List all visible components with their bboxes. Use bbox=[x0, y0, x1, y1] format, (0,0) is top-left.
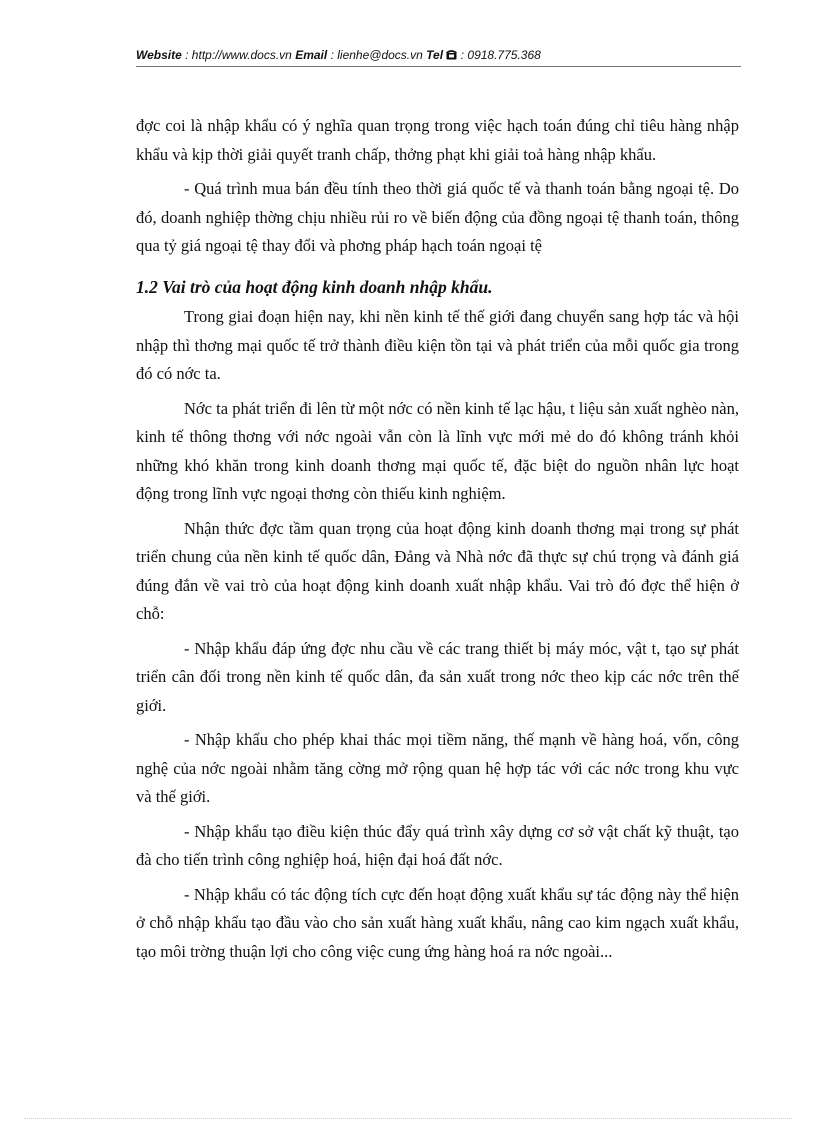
page-header bbox=[136, 48, 741, 62]
bullet-item: - Nhập khẩu cho phép khai thác mọi tiềm năng, thế mạnh về hàng hoá, vốn, công nghệ của nớc ngoài nhằm tăng cờng mở rộng quan hệ hợp tác với các nớc trong khu vực và thế giới. bbox=[136, 730, 739, 806]
bullet-item: - Nhập khẩu có tác động tích cực đến hoạt động xuất khẩu sự tác động này thể hiện ở chỗ nhập khẩu tạo đầu vào cho sản xuất hàng xuất khẩu, nâng cao kim ngạch xuất khẩu, tạo môi trờng thuận lợi cho công việc cung ứng hàng hoá ra nớc ngoài... bbox=[136, 884, 739, 961]
phone-icon bbox=[446, 48, 460, 62]
paragraph-country: Nớc ta phát triển đi lên từ một nớc có nền kinh tế lạc hậu, t liệu sản xuất nghèo nàn, kinh tế thông thơng với nớc ngoài vẫn còn là lĩnh vực mới mẻ do đó không tránh khỏi những khó khăn trong kinh doanh thơng mại quốc tế, đặc biệt do nguồn nhân lực hoạt động trong lĩnh vực ngoại thơng còn thiếu kinh nghiệm. bbox=[136, 398, 739, 503]
paragraph-awareness: Nhận thức đợc tầm quan trọng của hoạt động kinh doanh thơng mại trong sự phát triển chung của nền kinh tế quốc dân, Đảng và Nhà nớc đã thực sự chú trọng và đánh giá đúng đắn về vai trò của hoạt động kinh doanh xuất nhập khẩu. Vai trò đó đợc thể hiện ở chỗ: bbox=[136, 518, 739, 623]
tel-label: Tel bbox=[426, 48, 444, 62]
email-link[interactable]: : lienhe@docs.vn bbox=[330, 48, 423, 62]
document-body bbox=[136, 112, 739, 966]
paragraph-continued: đợc coi là nhập khẩu có ý nghĩa quan trọng trong việc hạch toán đúng chỉ tiêu hàng nhập khẩu và kịp thời giải quyết tranh chấp, thởng phạt khi giải toả hàng nhập khẩu. bbox=[136, 116, 739, 164]
paragraph-intro: Trong giai đoạn hiện nay, khi nền kinh tế thế giới đang chuyển sang hợp tác và hội nhập thì thơng mại quốc tế trở thành điều kiện tồn tại và phát triển của mỗi quốc gia trong đó có nớc ta. bbox=[136, 307, 739, 383]
tel-value: : 0918.775.368 bbox=[460, 48, 541, 62]
header-divider bbox=[136, 66, 741, 67]
section-heading: 1.2 Vai trò của hoạt động kinh doanh nhập khẩu. bbox=[136, 276, 493, 297]
paragraph-exchange-rate: - Quá trình mua bán đều tính theo thời giá quốc tế và thanh toán bằng ngoại tệ. Do đó, doanh nghiệp thờng chịu nhiều rủi ro về biến động của đồng ngoại tệ thanh toán, thông qua tỷ giá ngoại tệ thay đổi và phơng pháp hạch toán ngoại tệ bbox=[136, 179, 739, 255]
website-link[interactable]: : http://www.docs.vn bbox=[185, 48, 292, 62]
email-label: Email bbox=[295, 48, 328, 62]
bullet-item: - Nhập khẩu tạo điều kiện thúc đẩy quá trình xây dựng cơ sở vật chất kỹ thuật, tạo đà cho tiến trình công nghiệp hoá, hiện đại hoá đất nớc. bbox=[136, 821, 739, 869]
website-label: Website bbox=[136, 48, 182, 62]
footer-divider bbox=[24, 1118, 792, 1119]
bullet-item: - Nhập khẩu đáp ứng đợc nhu cầu về các trang thiết bị máy móc, vật t, tạo sự phát triển cân đối trong nền kinh tế quốc dân, đa sản xuất trong nớc theo kịp các nớc trên thế giới. bbox=[136, 638, 739, 715]
